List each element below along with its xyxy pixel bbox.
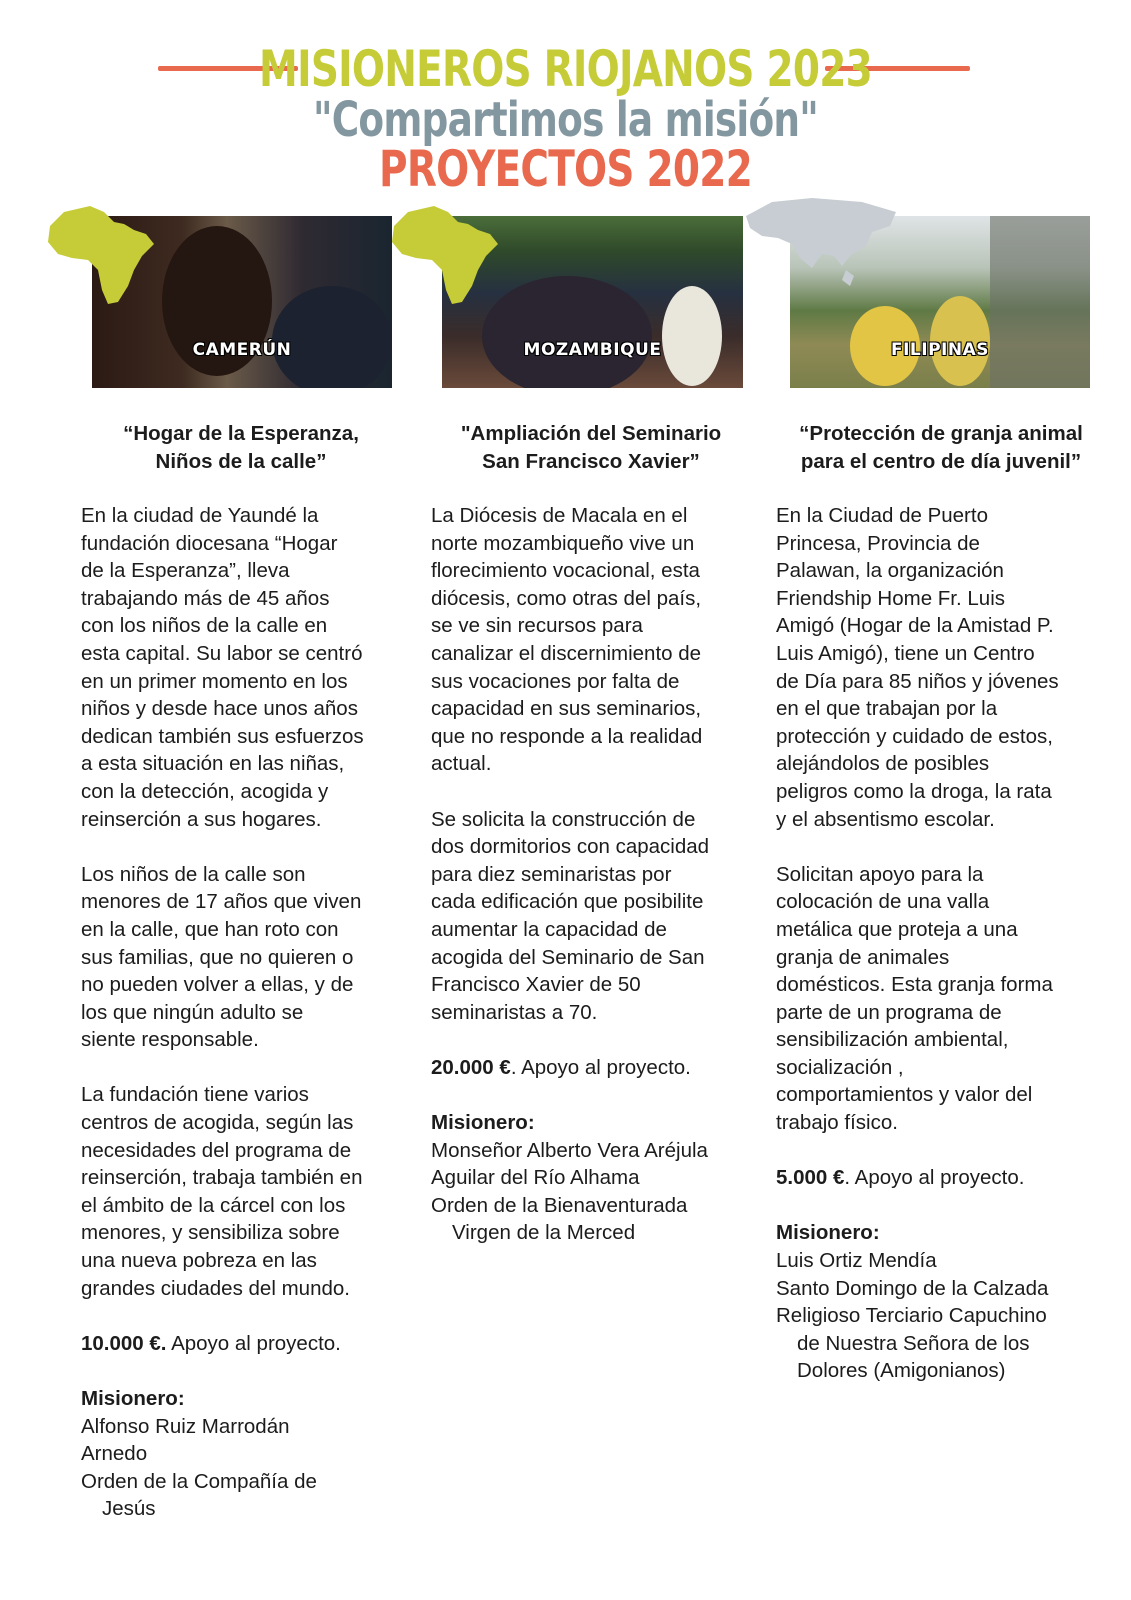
project-paragraph: Los niños de la calle son menores de 17 años que viven en la calle, que han roto con sus familias, que no quieren o no pueden volver a ellas, y de los que ningún adulto se siente responsable. bbox=[81, 862, 362, 1052]
funding-amount: 10.000 €. bbox=[81, 1331, 167, 1355]
photo-crowd bbox=[272, 286, 392, 388]
funding-line bbox=[81, 1330, 401, 1358]
project-paragraph: Se solicita la construcción de dos dormitorios con capacidad para diez seminaristas por cada edificación que posibilite aumentar la capacidad de acogida del Seminario de San Francisco Xavier de 50 seminaristas a 70. bbox=[431, 807, 710, 1024]
projects-year-title: PROYECTOS 2022 bbox=[379, 140, 752, 198]
subtitle-motto: "Compartimos la misión" bbox=[312, 92, 819, 148]
funding-text: . Apoyo al proyecto. bbox=[510, 1055, 691, 1079]
missionary-name: Monseñor Alberto Vera Aréjula bbox=[431, 1138, 708, 1162]
main-title: MISIONEROS RIOJANOS 2023 bbox=[259, 40, 872, 98]
missionary-order: Orden de la Bienaventurada Virgen de la Merced bbox=[431, 1193, 688, 1245]
funding-line bbox=[431, 1054, 751, 1082]
project-paragraph: En la ciudad de Yaundé la fundación diocesana “Hogar de la Esperanza”, lleva trabajando más de 45 años con los niños de la calle en esta capital. Su labor se centró en un primer momento en los niños y desde hace unos años dedican también sus esfuerzos a esta situación en las niñas, con la detección, acogida y reinserción a sus hogares. bbox=[81, 504, 364, 831]
africa-map-icon bbox=[386, 204, 506, 308]
missionary-order: Religioso Terciario Capuchino de Nuestra Señora de los Dolores (Amigonianos) bbox=[776, 1304, 1047, 1383]
project-paragraph: Solicitan apoyo para la colocación de una valla metálica que proteja a una granja de animales domésticos. Esta granja forma parte de un programa de sensibilización ambiental, socialización , comportamientos y valor del trabajo físico. bbox=[776, 862, 1053, 1135]
missionary-name: Alfonso Ruiz Marrodán bbox=[81, 1414, 290, 1438]
project-column-mozambique bbox=[431, 420, 751, 1247]
photo-fence bbox=[990, 216, 1090, 388]
project-paragraph: La fundación tiene varios centros de acogida, según las necesidades del programa de reinserción, trabaja también en el ámbito de la cárcel con los menores, y sensibiliza sobre una nueva pobreza en las grandes ciudades del mundo. bbox=[81, 1083, 363, 1300]
missionary-town: Santo Domingo de la Calzada bbox=[776, 1276, 1049, 1300]
funding-amount: 20.000 € bbox=[431, 1055, 511, 1079]
project-title: “Protección de granja animal para el centro de día juvenil” bbox=[799, 422, 1083, 473]
photo-figure bbox=[662, 286, 722, 386]
country-label: FILIPINAS bbox=[890, 340, 989, 360]
funding-amount: 5.000 € bbox=[776, 1166, 845, 1190]
funding-text: . Apoyo al proyecto. bbox=[844, 1166, 1025, 1190]
funding-line bbox=[776, 1164, 1106, 1192]
project-column-camerun bbox=[81, 420, 401, 1523]
asia-map-icon bbox=[742, 196, 902, 292]
project-title: “Hogar de la Esperanza, Niños de la calle” bbox=[123, 422, 359, 473]
africa-map-icon bbox=[42, 204, 162, 308]
missionary-name: Luis Ortiz Mendía bbox=[776, 1249, 937, 1273]
missionary-label: Misionero: bbox=[81, 1387, 185, 1410]
funding-text: Apoyo al proyecto. bbox=[166, 1331, 341, 1355]
project-paragraph: En la Ciudad de Puerto Princesa, Provincia de Palawan, la organización Friendship Home Fr. Luis Amigó (Hogar de la Amistad P. Luis Amigó), tiene un Centro de Día para 85 niños y jóvenes en el que trabajan por la protección y cuidado de estos, alejándolos de posibles peligros como la droga, la rata y el absentismo escolar. bbox=[776, 504, 1059, 831]
photo-crowd bbox=[482, 276, 652, 388]
missionary-town: Arnedo bbox=[81, 1442, 148, 1466]
missionary-town: Aguilar del Río Alhama bbox=[431, 1166, 640, 1190]
missionary-order: Orden de la Compañía de Jesús bbox=[81, 1469, 317, 1521]
missionary-label: Misionero: bbox=[431, 1111, 535, 1135]
project-title: "Ampliación del Seminario San Francisco Xavier” bbox=[460, 422, 722, 473]
project-paragraph: La Diócesis de Macala en el norte mozambiqueño vive un florecimiento vocacional, esta diócesis, como otras del país, se ve sin recursos para canalizar el discernimiento de sus vocaciones por falta de capacidad en sus seminarios, que no responde a la realidad actual. bbox=[431, 504, 703, 776]
country-label: MOZAMBIQUE bbox=[523, 340, 662, 360]
missionary-label: Misionero: bbox=[776, 1221, 880, 1245]
project-column-filipinas bbox=[776, 420, 1106, 1385]
country-label: CAMERÚN bbox=[192, 340, 292, 360]
